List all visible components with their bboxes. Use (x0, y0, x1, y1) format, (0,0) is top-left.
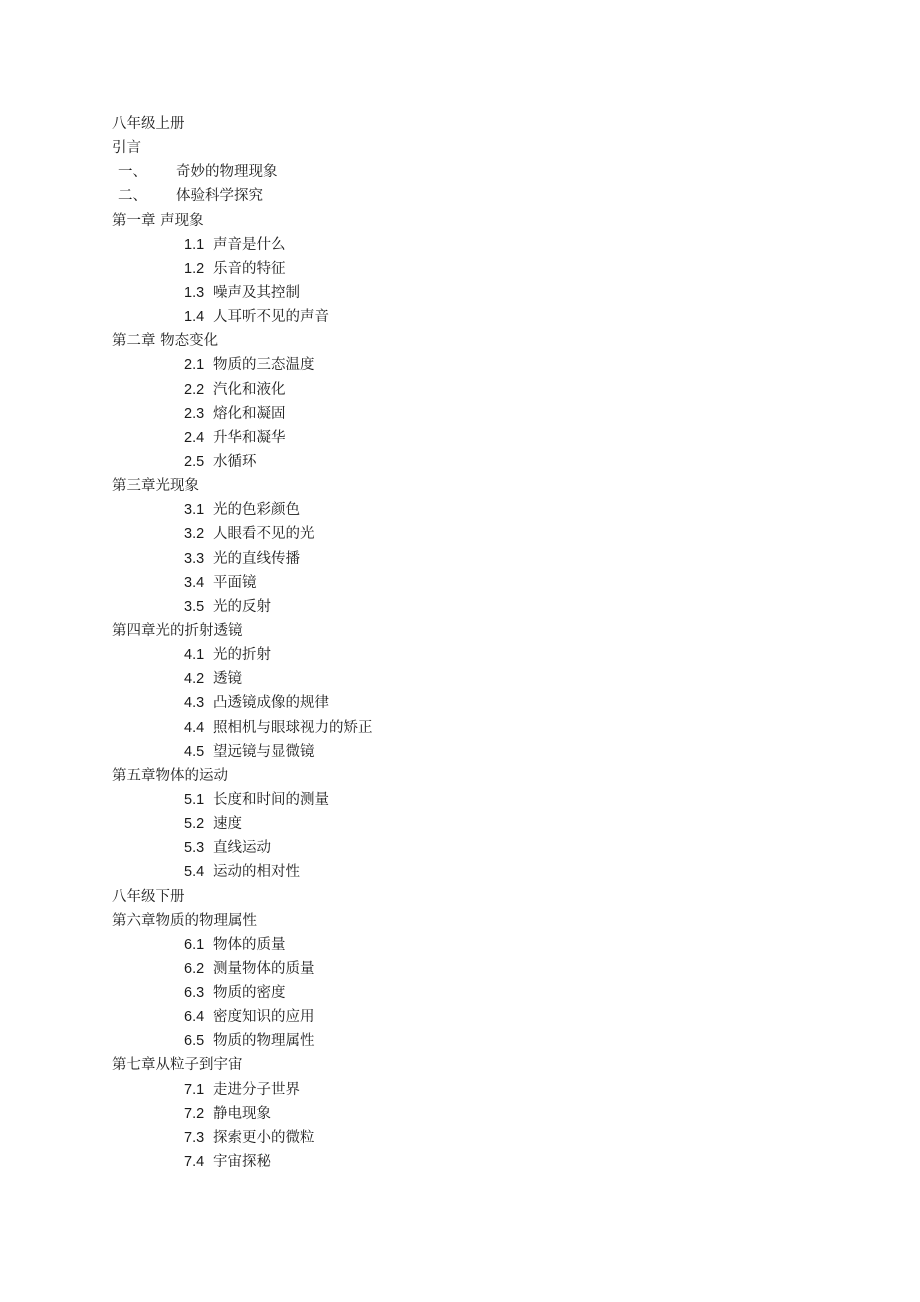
toc-item-title: 长度和时间的测量 (213, 791, 329, 808)
toc-item-number: 2.3 (184, 405, 205, 422)
toc-section (112, 691, 812, 715)
toc-item-number: 1.2 (184, 260, 205, 277)
toc-heading: 八年级上册 (112, 116, 185, 132)
toc-section (112, 402, 812, 426)
toc-item-title: 宇宙探秘 (213, 1154, 271, 1171)
toc-item-title: 走进分子世界 (213, 1081, 300, 1098)
toc-item-number: 6.1 (184, 936, 205, 953)
toc-section (112, 571, 812, 595)
toc-item-number: 6.5 (184, 1033, 205, 1050)
toc-section (112, 1078, 812, 1102)
toc-item-number: 2.5 (184, 453, 205, 470)
toc-section (112, 426, 812, 450)
toc-item-title: 人耳听不见的声音 (213, 309, 329, 326)
toc-item-number: 二、 (118, 188, 147, 205)
toc-item-number: 一、 (118, 164, 147, 181)
toc-section (112, 1126, 812, 1150)
toc-item-title: 噪声及其控制 (213, 284, 300, 301)
toc-heading: 第四章光的折射透镜 (112, 622, 243, 639)
toc-item-number: 2.1 (184, 357, 205, 374)
toc-section (112, 667, 812, 691)
toc-section (112, 981, 812, 1005)
toc-section (112, 1005, 812, 1029)
toc-item-title: 物质的物理属性 (213, 1033, 315, 1050)
toc-heading: 第六章物质的物理属性 (112, 912, 257, 929)
toc-item-number: 5.3 (184, 840, 205, 857)
toc-item-number: 6.4 (184, 1009, 205, 1026)
toc-item-title: 凸透镜成像的规律 (213, 695, 329, 712)
toc-item-title: 密度知识的应用 (213, 1009, 315, 1026)
toc-item-number: 7.2 (184, 1105, 205, 1122)
toc-heading: 第一章 声现象 (112, 212, 204, 229)
toc-section (112, 740, 812, 764)
toc-item-number: 6.3 (184, 985, 205, 1002)
toc-heading: 第二章 物态变化 (112, 333, 219, 350)
toc-section (112, 450, 812, 474)
toc-section (112, 716, 812, 740)
toc-item-title: 静电现象 (213, 1105, 271, 1122)
toc-item-number: 7.4 (184, 1154, 205, 1171)
toc-heading: 第三章光现象 (112, 478, 199, 495)
toc-section (112, 1029, 812, 1053)
toc-section (112, 233, 812, 257)
toc-item-number: 4.5 (184, 743, 205, 760)
toc-item-title: 物质的密度 (213, 985, 286, 1002)
toc-intro-item (112, 160, 812, 184)
toc-item-title: 直线运动 (213, 840, 271, 857)
toc-section (112, 788, 812, 812)
toc-item-number: 4.1 (184, 647, 205, 664)
toc-item-number: 1.1 (184, 236, 205, 253)
toc-item-title: 物体的质量 (213, 936, 286, 953)
toc-heading: 引言 (112, 140, 141, 157)
toc-item-title: 乐音的特征 (213, 260, 286, 277)
toc-item-number: 2.2 (184, 381, 205, 398)
toc-item-title: 水循环 (213, 453, 257, 470)
toc-item-title: 运动的相对性 (213, 864, 300, 881)
toc-heading: 八年级下册 (112, 888, 185, 905)
toc-item-number: 5.1 (184, 791, 205, 808)
toc-item-title: 光的折射 (213, 647, 271, 664)
toc-item-title: 测量物体的质量 (213, 960, 315, 977)
toc-section (112, 836, 812, 860)
toc-item-number: 1.4 (184, 309, 205, 326)
toc-section (112, 498, 812, 522)
toc-item-title: 速度 (213, 816, 242, 833)
toc-item-title: 体验科学探究 (176, 188, 263, 205)
toc-item-title: 照相机与眼球视力的矫正 (213, 719, 373, 736)
toc-item-number: 7.3 (184, 1129, 205, 1146)
toc-item-title: 光的色彩颜色 (213, 502, 300, 519)
toc-item-number: 6.2 (184, 960, 205, 977)
table-of-contents (112, 112, 812, 1174)
toc-item-number: 3.2 (184, 526, 205, 543)
toc-item-title: 透镜 (213, 671, 242, 688)
toc-item-title: 熔化和凝固 (213, 405, 286, 422)
toc-section (112, 860, 812, 884)
toc-item-title: 奇妙的物理现象 (176, 164, 278, 181)
toc-heading: 第七章从粒子到宇宙 (112, 1057, 243, 1074)
toc-item-title: 汽化和液化 (213, 381, 286, 398)
toc-section (112, 547, 812, 571)
toc-section (112, 643, 812, 667)
toc-section (112, 378, 812, 402)
toc-section (112, 281, 812, 305)
toc-item-number: 3.5 (184, 598, 205, 615)
toc-section (112, 353, 812, 377)
toc-item-title: 光的反射 (213, 598, 271, 615)
toc-item-title: 声音是什么 (213, 236, 286, 253)
toc-item-number: 3.1 (184, 502, 205, 519)
toc-item-number: 3.4 (184, 574, 205, 591)
toc-item-title: 物质的三态温度 (213, 357, 315, 374)
toc-section (112, 1150, 812, 1174)
toc-item-number: 4.4 (184, 719, 205, 736)
toc-section (112, 257, 812, 281)
toc-item-number: 3.3 (184, 550, 205, 567)
toc-item-number: 7.1 (184, 1081, 205, 1098)
toc-item-title: 光的直线传播 (213, 550, 300, 567)
toc-section (112, 1102, 812, 1126)
toc-item-number: 4.2 (184, 671, 205, 688)
toc-item-number: 2.4 (184, 429, 205, 446)
toc-heading: 第五章物体的运动 (112, 767, 228, 784)
toc-section (112, 305, 812, 329)
toc-item-number: 5.2 (184, 816, 205, 833)
toc-item-title: 探索更小的微粒 (213, 1129, 315, 1146)
toc-item-number: 1.3 (184, 284, 205, 301)
toc-section (112, 812, 812, 836)
toc-section (112, 595, 812, 619)
toc-item-title: 望远镜与显微镜 (213, 743, 315, 760)
toc-section (112, 933, 812, 957)
toc-item-title: 升华和凝华 (213, 429, 286, 446)
toc-item-number: 4.3 (184, 695, 205, 712)
toc-intro-item (112, 184, 812, 208)
toc-item-title: 平面镜 (213, 574, 257, 591)
toc-item-title: 人眼看不见的光 (213, 526, 315, 543)
toc-section (112, 522, 812, 546)
toc-section (112, 957, 812, 981)
toc-item-number: 5.4 (184, 864, 205, 881)
